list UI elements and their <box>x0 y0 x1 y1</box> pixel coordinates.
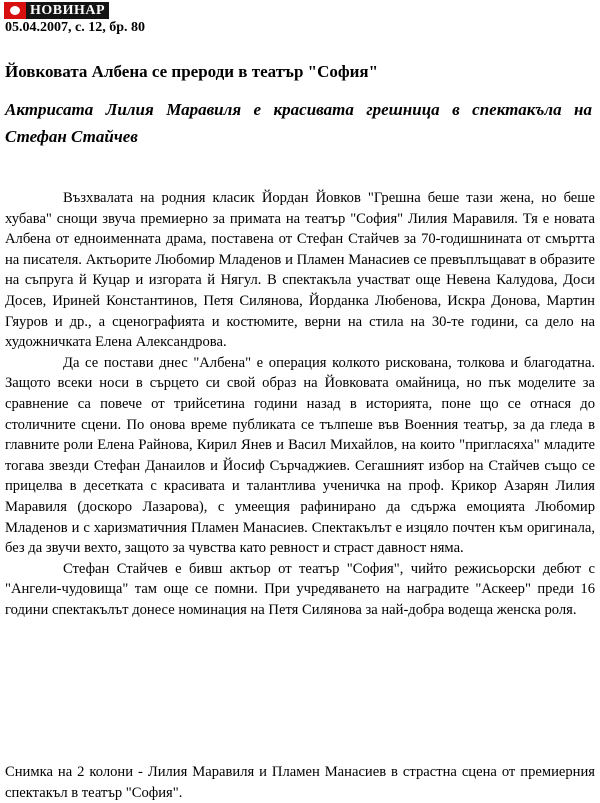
article-body <box>5 188 595 620</box>
headline: Йовковата Албена се прероди в театър "София" <box>5 62 379 81</box>
paragraph: Да се постави днес "Албена" е операция колкото рискована, толкова и благодатна. Защото всеки носи в сърцето си свой образ на Йовковата омайница, но пък моделите за сравнение са повече от трийсетина години назад в историята, поне що се отнася до столичните сцени. По онова време публиката се тълпеше във Военния театър, за да гледа в главните роли Елена Райнова, Кирил Янев и Васил Михайлов, на които "пригласяха" младите тогава звезди Стефан Данаилов и Йосиф Сърчаджиев. Сегашният избор на Стайчев също се прицелва в десетката с красивата и талантлива ученичка на проф. Крикор Азарян Лилия Маравиля (доскоро Лазарова), с умеещия рафинирано да сдържа емоцията Любомир Младенов и с харизматичния Пламен Манасиев. Спектакълът е изцяло почтен към оригинала, без да звучи вехто, защото за чувства като ревност и страст давност няма. <box>5 354 595 557</box>
publication-name: НОВИНАР <box>26 2 109 19</box>
logo-mark-icon <box>4 2 26 19</box>
dateline: 05.04.2007, с. 12, бр. 80 <box>5 20 145 35</box>
photo-caption: Снимка на 2 колони - Лилия Маравиля и Пламен Манасиев в страстна сцена от премиерния спектакъл в театър "София". <box>5 764 595 801</box>
paragraph: Възхвалата на родния класик Йордан Йовков "Грешна беше тази жена, но беше хубава" снощи звуча премиерно за примата на театър "София" Лилия Маравиля. Тя е новата Албена от едноименната драма, поставена от Стефан Стайчев за 70-годишнината от смъртта на писателя. Актьорите Любомир Младенов и Пламен Манасиев се превъплъщават в образите на съпруга й Куцар и изгората й Нягул. В спектакъла участват още Невена Калудова, Доси Досев, Ириней Константинов, Петя Силянова, Йорданка Любенова, Искра Донова, Мартин Гяуров и др., а сценографията и костюмите, верни на стила на 30-те години, са дело на художничката Елена Александрова. <box>5 190 595 351</box>
publication-logo <box>4 2 109 19</box>
paragraph: Стефан Стайчев е бивш актьор от театър "София", чийто режисьорски дебют с "Ангели-чудовища" там още се помни. При учредяването на наградите "Аскеер" преди 16 години спектакълът донесе номинация на Петя Силянова за най-добра водеща женска роля. <box>5 560 595 618</box>
subheadline: Актрисата Лилия Маравиля е красивата грешница в спектакъла на Стефан Стайчев <box>5 100 592 146</box>
